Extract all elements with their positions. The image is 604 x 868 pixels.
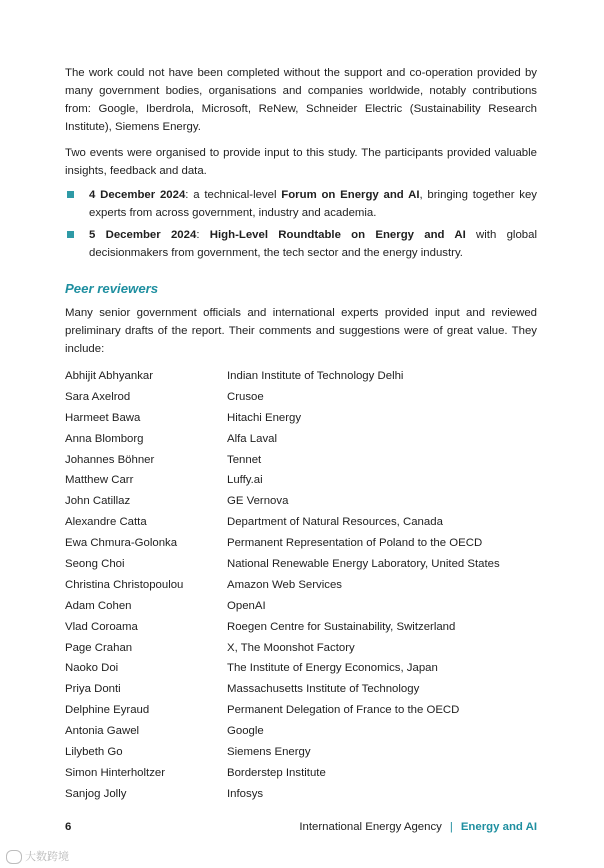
reviewer-name: Antonia Gawel <box>65 725 140 738</box>
event-date: 5 December 2024 <box>89 229 197 241</box>
reviewer-organisation: GE Vernova <box>227 495 289 508</box>
reviewer-organisation: Google <box>227 725 264 738</box>
reviewer-organisation: National Renewable Energy Laboratory, United States <box>227 558 500 571</box>
reviewer-organisation: Roegen Centre for Sustainability, Switzerland <box>227 620 456 633</box>
reviewer-organisation: Siemens Energy <box>227 746 311 759</box>
reviewer-row <box>65 700 537 721</box>
reviewer-name: Delphine Eyraud <box>65 704 150 717</box>
reviewer-name: Ewa Chmura-Golonka <box>65 537 178 550</box>
reviewer-name: Johannes Böhner <box>65 453 155 466</box>
reviewer-organisation: Borderstep Institute <box>227 766 326 779</box>
reviewers-table <box>65 366 537 805</box>
event-text: : a technical-level <box>185 189 282 201</box>
reviewer-name: Lilybeth Go <box>65 746 123 759</box>
reviewer-organisation: Luffy.ai <box>227 474 263 487</box>
reviewer-name: Sanjog Jolly <box>65 787 127 800</box>
event-date: 4 December 2024 <box>89 189 186 201</box>
reviewer-name: Anna Blomborg <box>65 432 144 445</box>
reviewer-row <box>65 617 537 638</box>
reviewer-organisation: Permanent Delegation of France to the OECD <box>227 704 460 717</box>
watermark-logo-icon <box>6 850 22 864</box>
watermark <box>6 848 69 866</box>
footer-organisation: International Energy Agency <box>299 821 442 833</box>
reviewer-name: Vlad Coroama <box>65 620 138 633</box>
reviewer-organisation: Crusoe <box>227 390 264 403</box>
reviewer-name: Seong Choi <box>65 558 125 571</box>
reviewer-row <box>65 387 537 408</box>
reviewer-name: Naoko Doi <box>65 662 119 675</box>
reviewer-organisation: Department of Natural Resources, Canada <box>227 516 443 529</box>
event-name: Forum on Energy and AI <box>281 189 420 201</box>
reviewer-row <box>65 596 537 617</box>
reviewer-row <box>65 721 537 742</box>
reviewer-row <box>65 658 537 679</box>
reviewer-name: Alexandre Catta <box>65 516 147 529</box>
reviewer-organisation: Infosys <box>227 787 264 800</box>
square-bullet-icon <box>67 191 74 198</box>
reviewer-name: Christina Christopoulou <box>65 578 184 591</box>
reviewer-row <box>65 575 537 596</box>
reviewer-organisation: Tennet <box>227 453 262 466</box>
event-text: : <box>196 229 210 241</box>
square-bullet-icon <box>67 231 74 238</box>
reviewer-name: Simon Hinterholtzer <box>65 766 166 779</box>
reviewer-name: Matthew Carr <box>65 474 134 487</box>
reviewer-row <box>65 763 537 784</box>
reviewer-name: Sara Axelrod <box>65 390 131 403</box>
reviewer-organisation: X, The Moonshot Factory <box>227 641 355 654</box>
reviewer-name: Priya Donti <box>65 683 121 696</box>
reviewer-organisation: Permanent Representation of Poland to the OECD <box>227 537 483 550</box>
page-content <box>65 64 537 805</box>
reviewer-organisation: Massachusetts Institute of Technology <box>227 683 420 696</box>
reviewer-row <box>65 429 537 450</box>
event-text: with global decisionmakers from government, the tech sector and the energy industry. <box>89 229 537 259</box>
reviewer-row <box>65 533 537 554</box>
reviewer-row <box>65 450 537 471</box>
reviewers-intro: Many senior government officials and international experts provided input and reviewed preliminary drafts of the report. Their comments and suggestions were of great value. They include: <box>65 307 537 355</box>
event-text: , bringing together key experts from across government, industry and academia. <box>89 189 538 219</box>
reviewer-row <box>65 470 537 491</box>
reviewer-row <box>65 554 537 575</box>
footer-separator: | <box>449 821 453 833</box>
reviewer-row <box>65 742 537 763</box>
reviewer-name: Adam Cohen <box>65 599 132 612</box>
section-heading: Peer reviewers <box>65 281 159 296</box>
reviewer-organisation: Alfa Laval <box>227 432 278 445</box>
events-list <box>65 186 537 262</box>
event-name: High-Level Roundtable on Energy and AI <box>209 229 466 241</box>
intro-paragraph-1: The work could not have been completed without the support and co-operation provided by many government bodies, organisations and companies worldwide, notably contributions from: Google, Iberdrola, Microsoft, ReNew, Schneider Electric (Sustainability Research Institute), Siemens Energy. <box>65 67 537 133</box>
reviewer-organisation: Hitachi Energy <box>227 411 302 424</box>
reviewer-name: Harmeet Bawa <box>65 411 141 424</box>
reviewer-organisation: The Institute of Energy Economics, Japan <box>227 662 438 675</box>
footer-title-group <box>299 818 537 836</box>
reviewer-row <box>65 366 537 387</box>
footer-report-title: Energy and AI <box>460 821 537 833</box>
reviewer-name: Abhijit Abhyankar <box>65 370 154 382</box>
reviewer-name: John Catillaz <box>65 495 131 508</box>
watermark-text: 大数跨境 <box>25 851 69 863</box>
page-number: 6 <box>65 821 72 833</box>
event-item <box>65 226 537 262</box>
page-footer <box>65 817 537 837</box>
reviewer-organisation: OpenAI <box>227 599 266 612</box>
reviewer-organisation: Amazon Web Services <box>227 578 343 591</box>
reviewer-row <box>65 679 537 700</box>
reviewer-row <box>65 491 537 512</box>
event-item <box>65 186 537 222</box>
reviewer-row <box>65 408 537 429</box>
intro-paragraph-2: Two events were organised to provide input to this study. The participants provided valuable insights, feedback and data. <box>65 147 537 177</box>
reviewer-organisation: Indian Institute of Technology Delhi <box>227 370 404 382</box>
reviewer-row <box>65 784 537 805</box>
reviewer-row <box>65 638 537 659</box>
reviewer-row <box>65 512 537 533</box>
reviewer-name: Page Crahan <box>65 641 133 654</box>
